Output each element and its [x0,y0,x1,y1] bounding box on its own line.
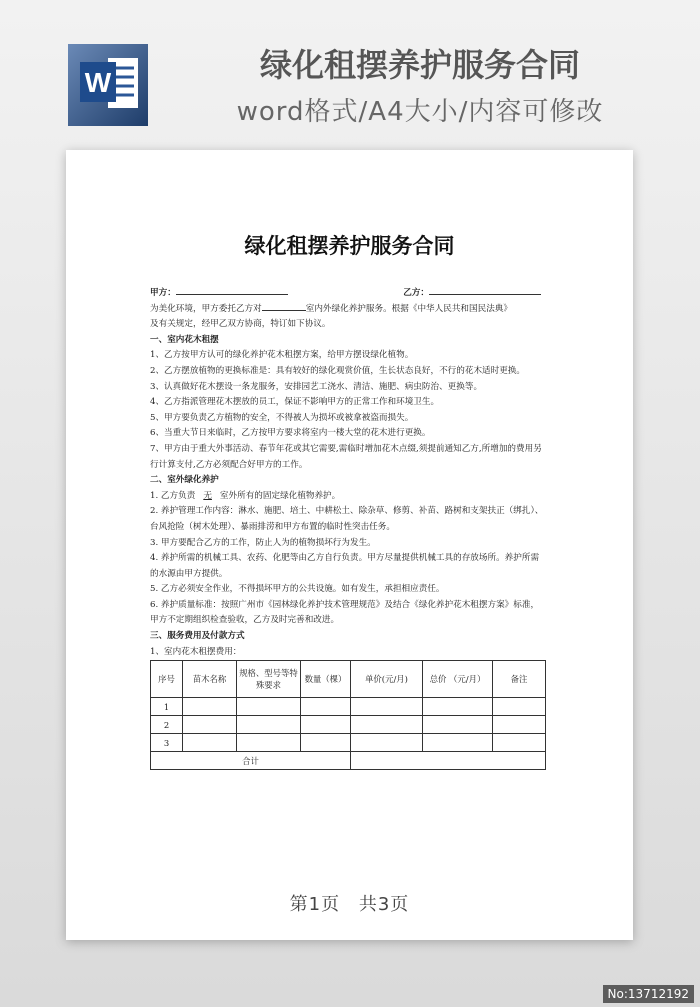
table-cell[interactable] [237,716,301,734]
clause: 5. 乙方必须安全作业，不得损坏甲方的公共设施。如有发生，承担相应责任。 [150,584,445,595]
clause: 1. 乙方负责 无 室外所有的固定绿化植物养护。 [150,490,341,501]
total-value[interactable] [351,752,546,770]
clause: 1、乙方按甲方认可的绿化养护花木租摆方案，给甲方摆设绿化植物。 [150,350,414,361]
clause: 2. 养护管理工作内容：淋水、施肥、培土、中耕松土、除杂草、修剪、补苗、路树和支架扶正（绑扎）、台风抢险（树木处理）、暴雨排涝和甲方布置的临时性突击任务。 [150,506,544,532]
word-icon [68,44,148,126]
table-header-row [151,661,546,698]
table-cell[interactable] [301,698,351,716]
party-b-blank[interactable] [429,294,541,295]
document-body [150,286,545,770]
page-total: 共3页 [358,894,410,915]
table-header-cell: 苗木名称 [183,661,237,698]
table-cell[interactable] [423,734,493,752]
row-number: 3 [151,734,183,752]
clause: 6. 养护质量标准：按照广州市《园林绿化养护技术管理规范》及结合《绿化养护花木租摆方案》标准，甲方不定期组织检查验收，乙方及时完善和改进。 [150,599,540,626]
total-label: 合计 [151,752,351,770]
filled-blank[interactable]: 无 [203,490,212,501]
table-cell[interactable] [351,698,423,716]
clause: 3. 甲方要配合乙方的工作，防止人为的植物损坏行为发生。 [150,537,376,548]
clause: 5、甲方要负责乙方植物的安全，不得被人为损坏或被拿被盗而损失。 [150,412,414,423]
table-cell[interactable] [493,734,546,752]
table-header-cell: 数量（棵） [301,661,351,698]
table-cell[interactable] [183,734,237,752]
table-cell[interactable] [423,716,493,734]
table-header-cell: 序号 [151,661,183,698]
table-header-cell: 单价(元/月) [351,661,423,698]
table-cell[interactable] [301,716,351,734]
clause: 7、甲方由于重大外事活动、春节年花或其它需要,需临时增加花木点缀,须提前通知乙方,所增加的费用另行计算支付,乙方必须配合好甲方的工作。 [150,443,542,470]
table-cell[interactable] [183,716,237,734]
table-total-row [151,752,546,770]
table-row [151,698,546,716]
table-cell[interactable] [351,734,423,752]
table-cell[interactable] [301,734,351,752]
party-line [150,286,545,302]
table-header-cell: 总价 （元/月） [423,661,493,698]
document-title: 绿化租摆养护服务合同 [244,233,455,258]
table-cell[interactable] [423,698,493,716]
intro-blank[interactable] [262,310,306,311]
clause: 4、乙方指派管理花木摆放的员工，保证不影响甲方的正常工作和环境卫生。 [150,397,440,408]
table-cell[interactable] [351,716,423,734]
table-cell[interactable] [237,698,301,716]
table-header-cell: 备注 [493,661,546,698]
intro-paragraph: 为美化环境，甲方委托乙方对 室内外绿化养护服务。根据《中华人民共和国民法典》 及有关规定，经甲乙双方协商，特订如下协议。 [150,303,512,330]
word-icon-letter: W [84,67,112,98]
party-b: 乙方： [403,286,541,302]
header-title: 绿化租摆养护服务合同 [259,46,580,84]
party-a: 甲方： [150,286,288,302]
table-cell[interactable] [493,698,546,716]
page-footer [66,890,633,916]
table-cell[interactable] [237,734,301,752]
row-number: 1 [151,698,183,716]
table-row [151,734,546,752]
clause: 6、当重大节日来临时，乙方按甲方要求将室内一楼大堂的花木进行更换。 [150,428,431,439]
section-2-title: 二、室外绿化养护 [150,475,219,486]
table-cell[interactable] [493,716,546,734]
clause: 1、室内花木租摆费用： [150,646,242,657]
clause: 3、认真做好花木摆设一条龙服务，安排园艺工浇水、清洁、施肥、病虫防治、更换等。 [150,381,483,392]
table-header-cell: 规格、型号等特殊要求 [237,661,301,698]
clause: 4. 养护所需的机械工具、农药、化肥等由乙方自行负责。甲方尽量提供机械工具的存放场所。养护所需的水源由甲方提供。 [150,553,540,579]
table-row [151,716,546,734]
party-a-blank[interactable] [176,294,288,295]
page-number: 第1页 [289,894,341,915]
table-cell[interactable] [183,698,237,716]
section-3-title: 三、服务费用及付款方式 [150,631,245,642]
row-number: 2 [151,716,183,734]
header-subtitle: word格式/A4大小/内容可修改 [236,97,604,127]
clause: 2、乙方摆放植物的更换标准是：具有较好的绿化观赏价值，生长状态良好，不行的花木适时更换。 [150,365,526,376]
document-page [66,150,633,940]
image-id-badge: No:13712192 [603,985,694,1003]
fee-table [150,660,546,770]
section-1-title: 一、室内花木租摆 [150,334,219,345]
